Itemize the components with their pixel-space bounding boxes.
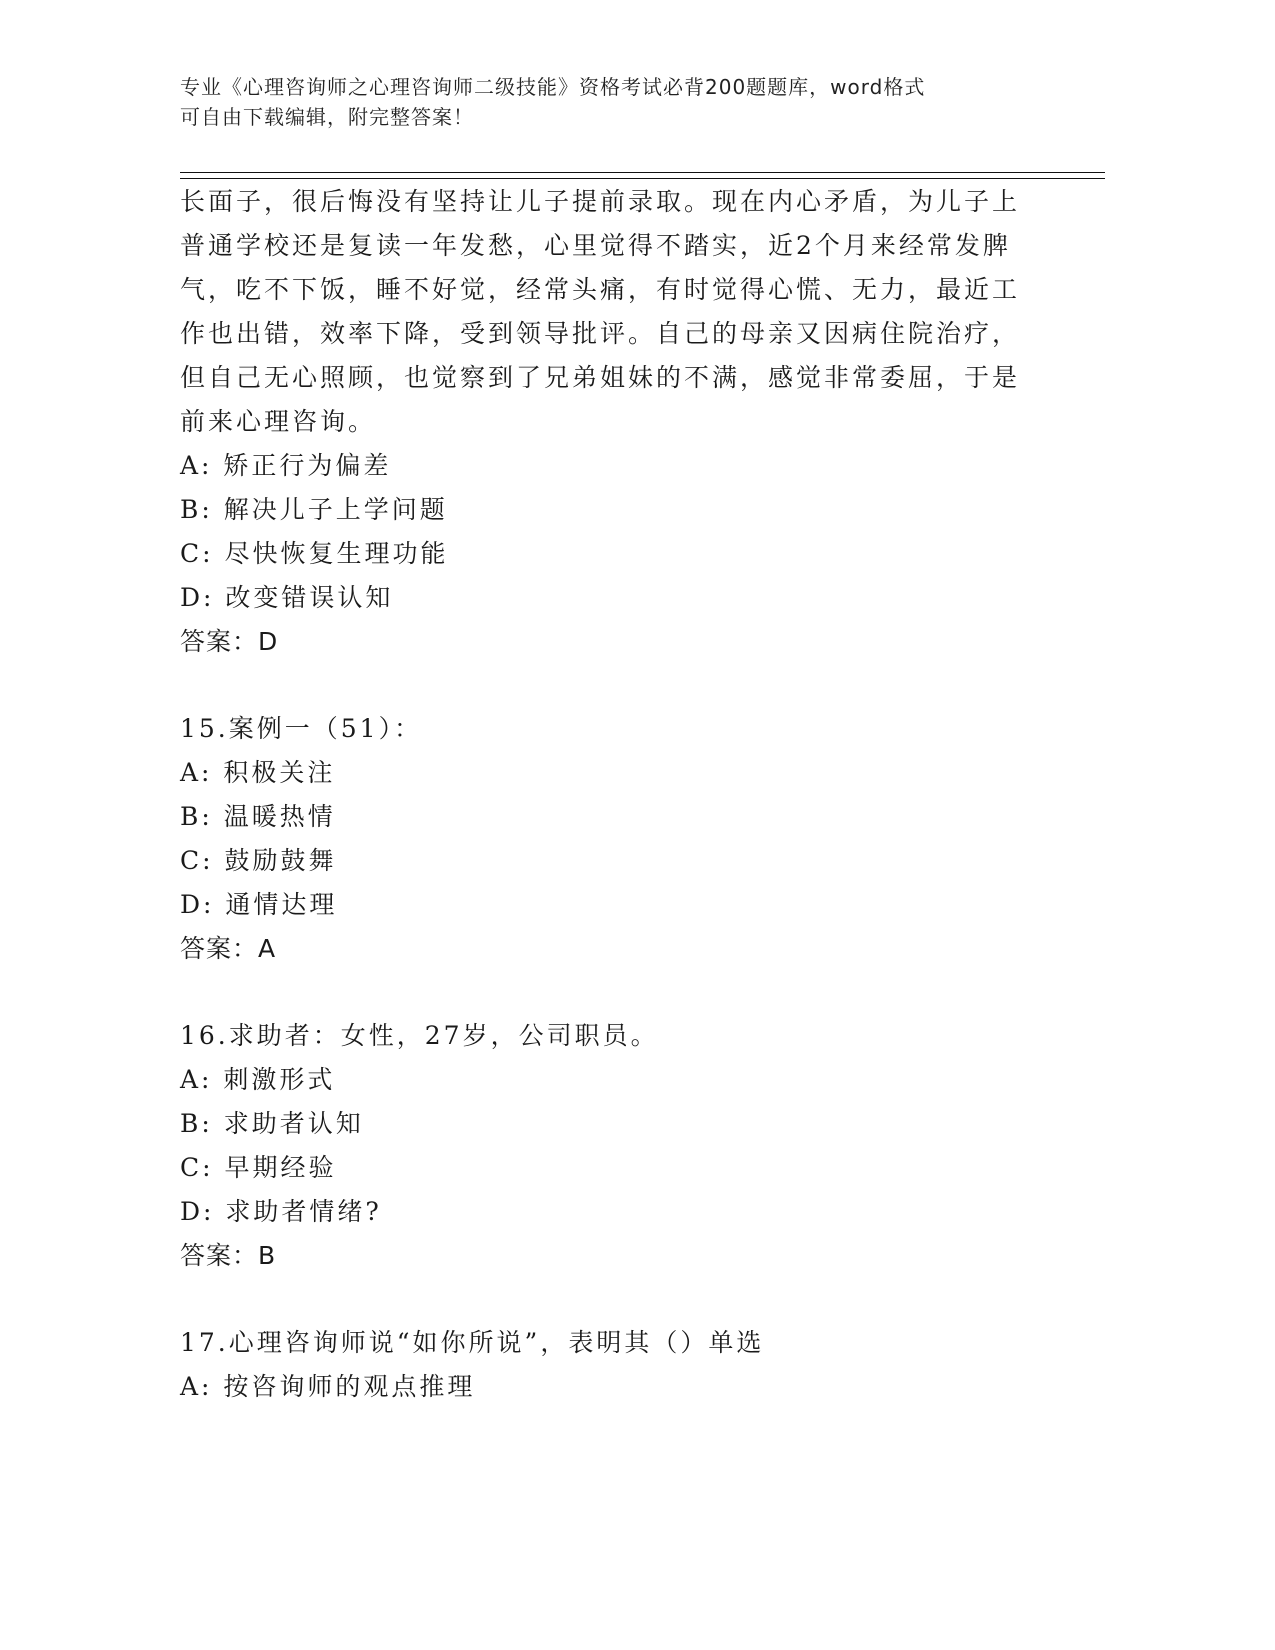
option-a: A: 按咨询师的观点推理 [180,1372,476,1401]
passage-line: 普通学校还是复读一年发愁，心里觉得不踏实，近2个月来经常发脾 [180,231,1011,260]
option-d: D: 通情达理 [180,890,338,919]
question-text: 15.案例一（51）： [180,714,423,743]
option-b: B: 解决儿子上学问题 [180,495,448,524]
case-passage [180,180,1030,444]
question-16-block [180,1014,1030,1278]
document-header [180,72,1060,132]
passage-line: 长面子，很后悔没有坚持让儿子提前录取。现在内心矛盾，为儿子上 [180,187,1021,216]
question-17-block [180,1321,1030,1409]
passage-line: 前来心理咨询。 [180,407,377,436]
header-title-line-2: 可自由下载编辑，附完整答案！ [180,105,474,129]
passage-line: 作也出错，效率下降，受到领导批评。自己的母亲又因病住院治疗， [180,319,1021,348]
option-d: D: 求助者情绪? [180,1197,382,1226]
option-c: C: 鼓励鼓舞 [180,846,337,875]
option-d: D: 改变错误认知 [180,583,394,612]
option-c: C: 早期经验 [180,1153,337,1182]
header-title-line-1: 专业《心理咨询师之心理咨询师二级技能》资格考试必背200题题库，word格式 [180,75,926,99]
answer-line: 答案：A [180,934,277,963]
spacer [180,971,1030,1014]
passage-line: 气，吃不下饭，睡不好觉，经常头痛，有时觉得心慌、无力，最近工 [180,275,1021,304]
document-body [180,180,1030,1409]
question-15-block [180,707,1030,971]
header-divider-bottom [180,178,1105,179]
question-14-block [180,444,1030,664]
answer-line: 答案：B [180,1241,277,1270]
option-a: A: 矫正行为偏差 [180,451,392,480]
passage-line: 但自己无心照顾，也觉察到了兄弟姐妹的不满，感觉非常委屈，于是 [180,363,1021,392]
question-text: 16.求助者：女性，27岁，公司职员。 [180,1021,659,1050]
spacer [180,1278,1030,1321]
question-text: 17.心理咨询师说“如你所说”，表明其（）单选 [180,1328,765,1357]
option-c: C: 尽快恢复生理功能 [180,539,449,568]
option-a: A: 刺激形式 [180,1065,336,1094]
option-a: A: 积极关注 [180,758,336,787]
answer-line: 答案：D [180,627,279,656]
option-b: B: 求助者认知 [180,1109,364,1138]
header-divider-top [180,172,1105,173]
option-b: B: 温暖热情 [180,802,336,831]
spacer [180,664,1030,707]
